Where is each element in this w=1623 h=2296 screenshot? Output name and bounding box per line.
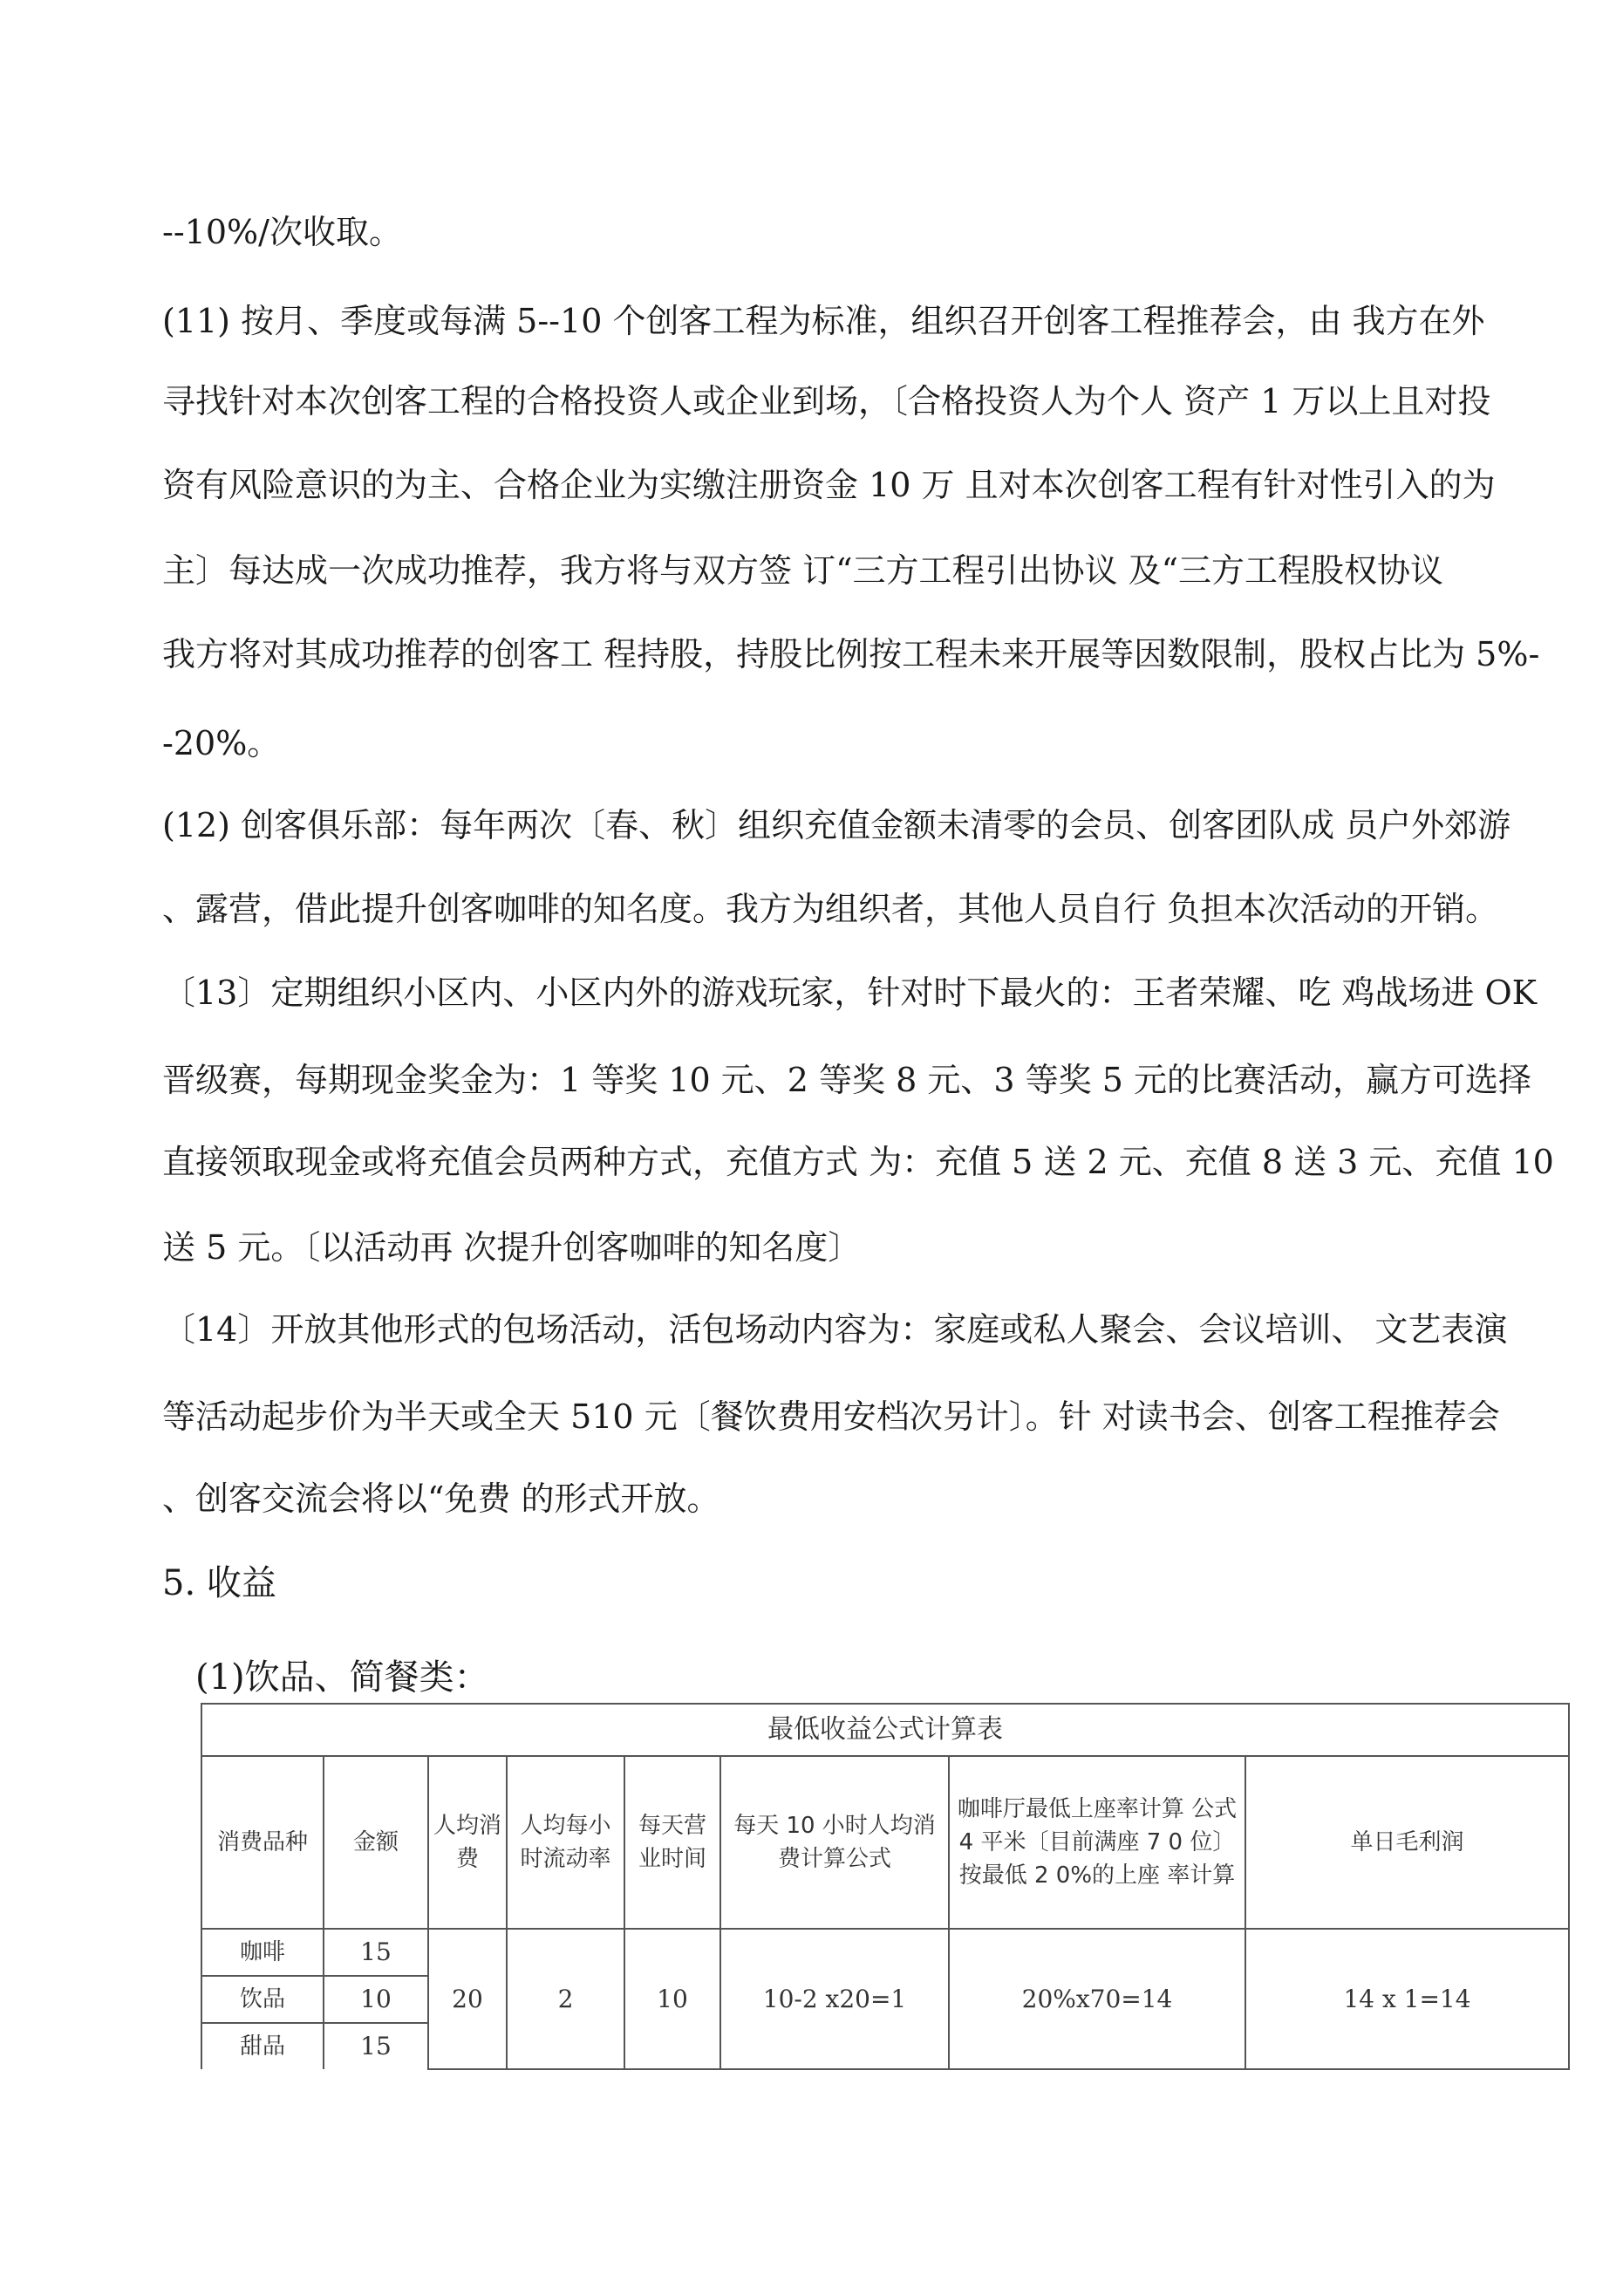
paragraph-line: 直接领取现金或将充值会员两种方式，充值方式 为：充值 5 送 2 元、充值 8 送 3 元、充值 10 (162, 1143, 1554, 1181)
cell-formula: 10-2 x20=1 (720, 1929, 949, 2069)
min-revenue-table (201, 1703, 1570, 2070)
header-item: 消费品种 (201, 1756, 324, 1929)
paragraph-line: 等活动起步价为半天或全天 510 元〔餐饮费用安档次另计〕。针 对读书会、创客工程推荐会 (162, 1397, 1500, 1436)
section-heading: 5. 收益 (162, 1563, 276, 1603)
paragraph-line: 送 5 元。〔以活动再 次提升创客咖啡的知名度〕 (162, 1228, 862, 1267)
paragraph-line: 主〕每达成一次成功推荐，我方将与双方签 订“三方工程引出协议 及“三方工程股权协议 (162, 551, 1444, 590)
paragraph-line: 〔14〕开放其他形式的包场活动，活包场动内容为：家庭或私人聚会、会议培训、 文艺表演 (162, 1310, 1508, 1349)
cell-profit: 14 x 1=14 (1245, 1929, 1569, 2069)
cell-amount: 10 (324, 1976, 428, 2023)
paragraph-line: (12) 创客俱乐部：每年两次〔春、秋〕组织充值金额未清零的会员、创客团队成 员户外郊游 (162, 806, 1511, 844)
cell-hours: 10 (624, 1929, 720, 2069)
cell-item: 饮品 (201, 1976, 324, 2023)
header-amount: 金额 (324, 1756, 428, 1929)
cell-seat-rate: 20%x70=14 (949, 1929, 1245, 2069)
cell-amount: 15 (324, 1929, 428, 1976)
header-avg-spend: 人均消费 (428, 1756, 507, 1929)
header-profit: 单日毛利润 (1245, 1756, 1569, 1929)
table-title: 最低收益公式计算表 (201, 1704, 1569, 1756)
paragraph-line: --10%/次收取。 (162, 213, 402, 251)
paragraph-line: 、创客交流会将以“免费 的形式开放。 (162, 1479, 720, 1518)
cell-avg-spend: 20 (428, 1929, 507, 2069)
header-turnover: 人均每小时流动率 (507, 1756, 624, 1929)
paragraph-line: 我方将对其成功推荐的创客工 程持股，持股比例按工程未来开展等因数限制，股权占比为 5%- (162, 635, 1540, 673)
cell-turnover: 2 (507, 1929, 624, 2069)
header-hours: 每天营业时间 (624, 1756, 720, 1929)
table-row (201, 1929, 1569, 1976)
paragraph-line: 寻找针对本次创客工程的合格投资人或企业到场，〔合格投资人为个人 资产 1 万以上且对投 (162, 382, 1491, 420)
paragraph-line: 、露营，借此提升创客咖啡的知名度。我方为组织者，其他人员自行 负担本次活动的开销。 (162, 890, 1499, 928)
header-formula: 每天 10 小时人均消费计算公式 (720, 1756, 949, 1929)
paragraph-line: -20%。 (162, 724, 281, 762)
cell-item: 咖啡 (201, 1929, 324, 1976)
paragraph-line: 资有风险意识的为主、合格企业为实缴注册资金 10 万 且对本次创客工程有针对性引入的为 (162, 466, 1496, 504)
subsection-heading: (1)饮品、简餐类： (195, 1657, 489, 1698)
paragraph-line: 〔13〕定期组织小区内、小区内外的游戏玩家，针对时下最火的：王者荣耀、吃 鸡战场进 OK (162, 974, 1538, 1012)
cell-item: 甜品 (201, 2023, 324, 2069)
paragraph-line: (11) 按月、季度或每满 5--10 个创客工程为标准，组织召开创客工程推荐会，由 我方在外 (162, 302, 1485, 340)
cell-amount: 15 (324, 2023, 428, 2069)
paragraph-line: 晋级赛，每期现金奖金为：1 等奖 10 元、2 等奖 8 元、3 等奖 5 元的比赛活动，赢方可选择 (162, 1061, 1531, 1099)
header-seat-rate: 咖啡厅最低上座率计算 公式 4 平米〔目前满座 7 0 位〕按最低 2 0%的上座 率计算 (949, 1756, 1245, 1929)
